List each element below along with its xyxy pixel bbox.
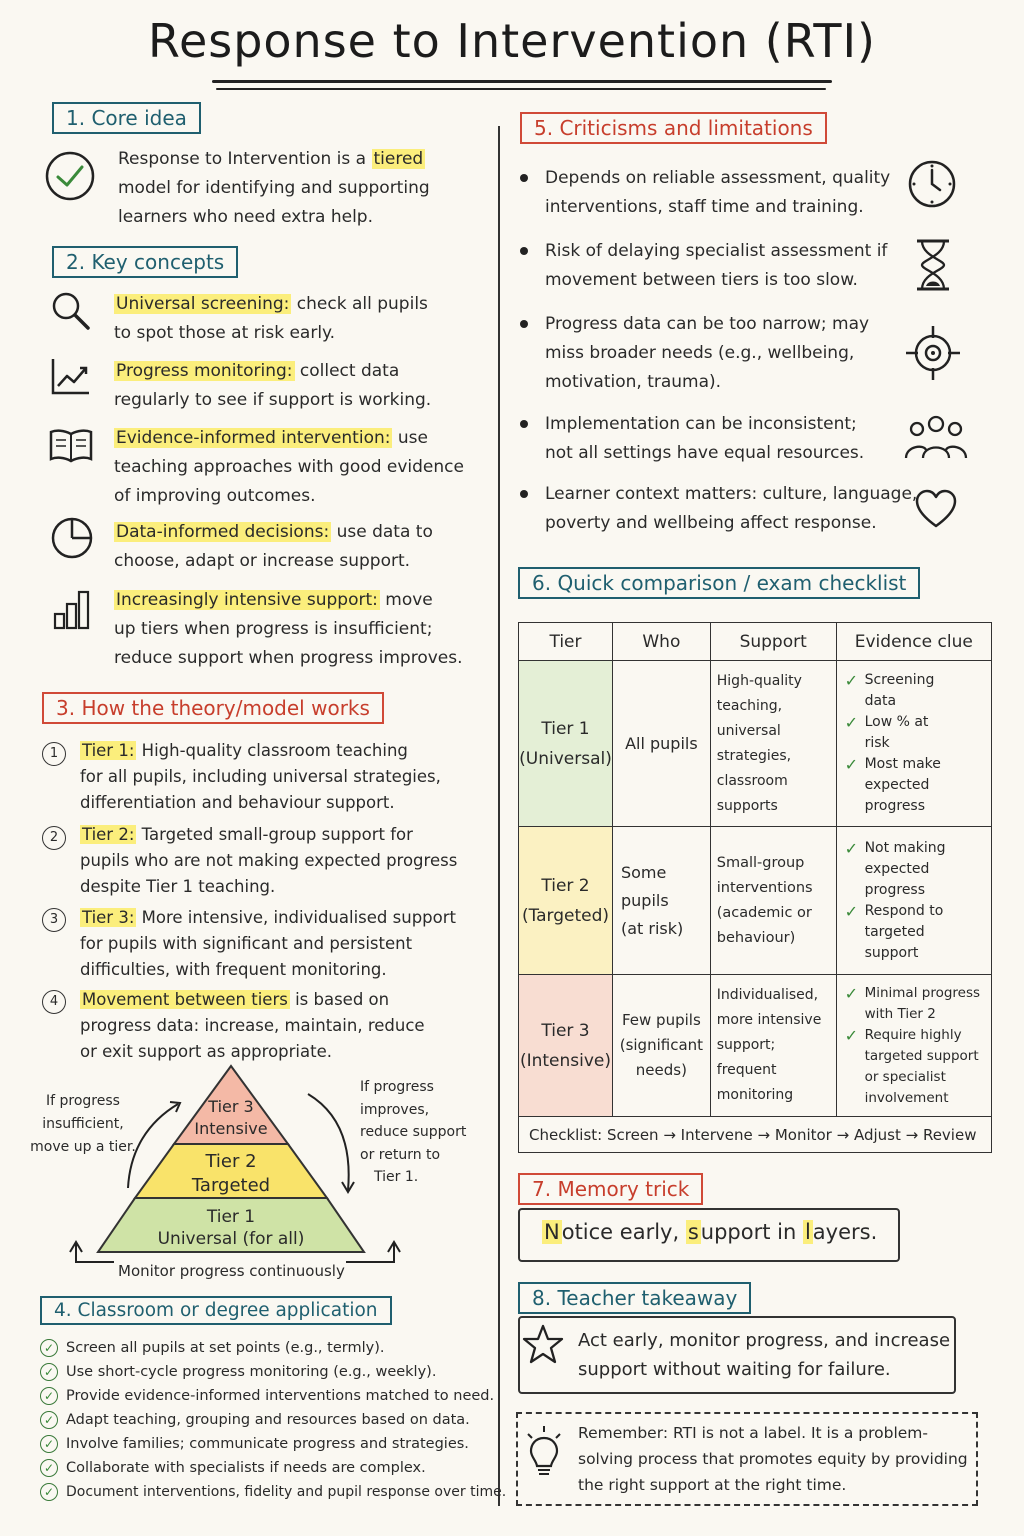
pyramid-right-note: If progress improves, reduce support or return to Tier 1. [360, 1079, 467, 1185]
step-number-1: 1 [42, 742, 66, 766]
bullet [520, 320, 528, 328]
application-item: ✓ Provide evidence-informed interventions matched to need. [40, 1384, 494, 1408]
check-circle-icon: ✓ [40, 1483, 58, 1501]
checkmark-icon: ✓ [844, 983, 858, 1003]
concept-evidence-informed-intervention: Evidence-informed intervention: use teaching approaches with good evidence of improving outcomes. [114, 428, 464, 506]
lightbulb-icon [524, 1424, 564, 1482]
check-circle-icon: ✓ [40, 1435, 58, 1453]
open-book-icon [48, 428, 94, 464]
core-idea-text: Response to Intervention is a tiered model for identifying and supporting learners who need extra help. [118, 149, 430, 227]
section-teacher-takeaway-heading: 8. Teacher takeaway [518, 1282, 751, 1314]
check-circle-icon: ✓ [40, 1411, 58, 1429]
bullet [520, 420, 528, 428]
support-cell: Small-group interventions (academic or behaviour) [710, 827, 836, 975]
section-core-idea-heading: 1. Core idea [52, 102, 201, 134]
check-circle-icon: ✓ [40, 1459, 58, 1477]
title-underline-second [216, 88, 826, 90]
who-cell: Some pupils (at risk) [612, 827, 710, 975]
evidence-cell: ✓ Not making expected progress ✓ Respond to targeted support [836, 827, 991, 975]
application-item: ✓ Collaborate with specialists if needs are complex. [40, 1456, 426, 1480]
comparison-table [518, 622, 992, 1153]
evidence-cell: ✓ Minimal progress with Tier 2 ✓ Require highly targeted support or specialist involvement [836, 975, 991, 1117]
title-underline [212, 80, 832, 83]
clock-icon [906, 158, 958, 210]
tier-cell: Tier 2 (Targeted) [519, 827, 613, 975]
section-comparison-heading: 6. Quick comparison / exam checklist [518, 567, 920, 599]
target-icon [904, 324, 962, 382]
pie-chart-icon [50, 516, 94, 560]
table-header-row [519, 623, 992, 661]
concept-progress-monitoring: Progress monitoring: collect data regularly to see if support is working. [114, 361, 432, 410]
tier-2-description: Tier 2: Targeted small-group support for pupils who are not making expected progress despite Tier 1 teaching. [80, 825, 458, 896]
tier-1-description: Tier 1: High-quality classroom teaching for all pupils, including universal strategies, differentiation and behaviour support. [80, 741, 441, 812]
concept-universal-screening: Universal screening: check all pupils to spot those at risk early. [114, 294, 428, 343]
checkmark-icon: ✓ [844, 1025, 858, 1045]
column-header-who: Who [612, 623, 710, 661]
column-header-evidence: Evidence clue [836, 623, 991, 661]
checkmark-icon: ✓ [844, 755, 858, 774]
line-chart-icon [50, 356, 92, 396]
bullet [520, 247, 528, 255]
memory-trick-box: Notice early, support in layers. [518, 1208, 900, 1262]
support-cell: Individualised, more intensive support; frequent monitoring [710, 975, 836, 1117]
checkmark-icon: ✓ [844, 671, 858, 690]
application-item: ✓ Screen all pupils at set points (e.g., termly). [40, 1336, 384, 1360]
checkmark-icon: ✓ [844, 901, 858, 921]
criticism-item: Risk of delaying specialist assessment if movement between tiers is too slow. [545, 241, 888, 290]
remember-text: Remember: RTI is not a label. It is a problem- solving process that promotes equity by providing the right support at the right time. [578, 1424, 968, 1494]
star-icon [522, 1324, 564, 1364]
hourglass-icon [914, 238, 952, 292]
application-item: ✓ Involve families; communicate progress and strategies. [40, 1432, 469, 1456]
page-title: Response to Intervention (RTI) [148, 14, 876, 68]
section-memory-trick-heading: 7. Memory trick [518, 1173, 703, 1205]
bar-chart-icon [52, 588, 92, 630]
criticism-item: Progress data can be too narrow; may miss broader needs (e.g., wellbeing, motivation, trauma). [545, 314, 870, 392]
concept-increasingly-intensive-support: Increasingly intensive support: move up tiers when progress is insufficient; reduce support when progress improves. [114, 590, 463, 668]
criticism-item: Depends on reliable assessment, quality interventions, staff time and training. [545, 168, 891, 217]
pyramid-tier-3-label: Tier 3 Intensive [194, 1097, 268, 1138]
support-cell: High-quality teaching, universal strategies, classroom supports [710, 661, 836, 827]
table-checklist-row [519, 1117, 992, 1153]
magnifier-icon [48, 288, 94, 334]
who-cell: Few pupils (significant needs) [612, 975, 710, 1117]
section-how-it-works-heading: 3. How the theory/model works [42, 692, 384, 724]
table-row [519, 975, 992, 1117]
criticism-item: Learner context matters: culture, language, poverty and wellbeing affect response. [545, 484, 918, 533]
section-key-concepts-heading: 2. Key concepts [52, 246, 238, 278]
table-row [519, 827, 992, 975]
checkmark-icon: ✓ [844, 713, 858, 732]
column-header-support: Support [710, 623, 836, 661]
teacher-takeaway-text: Act early, monitor progress, and increase support without waiting for failure. [578, 1330, 951, 1380]
table-row [519, 661, 992, 827]
application-item: ✓ Use short-cycle progress monitoring (e.g., weekly). [40, 1360, 436, 1384]
concept-data-informed-decisions: Data-informed decisions: use data to choose, adapt or increase support. [114, 522, 433, 571]
pyramid-tier-2-label: Tier 2 Targeted [191, 1151, 271, 1196]
column-divider [498, 126, 500, 1506]
pyramid-tier-1-label: Tier 1 Universal (for all) [157, 1207, 305, 1249]
pyramid-left-note: If progress insufficient, move up a tier. [30, 1093, 136, 1155]
step-number-3: 3 [42, 908, 66, 932]
heart-icon [914, 488, 958, 530]
movement-between-tiers-description: Movement between tiers is based on progress data: increase, maintain, reduce or exit support as appropriate. [80, 990, 425, 1061]
checkmark-icon: ✓ [844, 838, 858, 858]
check-circle-icon: ✓ [40, 1339, 58, 1357]
section-application-heading: 4. Classroom or degree application [40, 1296, 392, 1325]
evidence-cell: ✓ Screening data ✓ Low % at risk ✓ Most make expected progress [836, 661, 991, 827]
check-circle-icon: ✓ [40, 1363, 58, 1381]
pyramid-bottom-note: Monitor progress continuously [118, 1262, 345, 1280]
tier-cell: Tier 3 (Intensive) [519, 975, 613, 1117]
who-cell: All pupils [612, 661, 710, 827]
section-criticisms-heading: 5. Criticisms and limitations [520, 112, 827, 144]
checkmark-circle-icon [44, 150, 96, 202]
application-item: ✓ Document interventions, fidelity and pupil response over time. [40, 1480, 506, 1504]
bullet [520, 174, 528, 182]
checklist-cell: Checklist: Screen → Intervene → Monitor → Adjust → Review [519, 1117, 992, 1153]
step-number-4: 4 [42, 990, 66, 1014]
bullet [520, 490, 528, 498]
step-number-2: 2 [42, 826, 66, 850]
tier-cell: Tier 1 (Universal) [519, 661, 613, 827]
criticism-item: Implementation can be inconsistent; not all settings have equal resources. [545, 414, 865, 463]
column-header-tier: Tier [519, 623, 613, 661]
tier-3-description: Tier 3: More intensive, individualised support for pupils with significant and persistent difficulties, with frequent monitoring. [80, 908, 456, 979]
check-circle-icon: ✓ [40, 1387, 58, 1405]
application-item: ✓ Adapt teaching, grouping and resources based on data. [40, 1408, 470, 1432]
people-icon [904, 414, 968, 462]
